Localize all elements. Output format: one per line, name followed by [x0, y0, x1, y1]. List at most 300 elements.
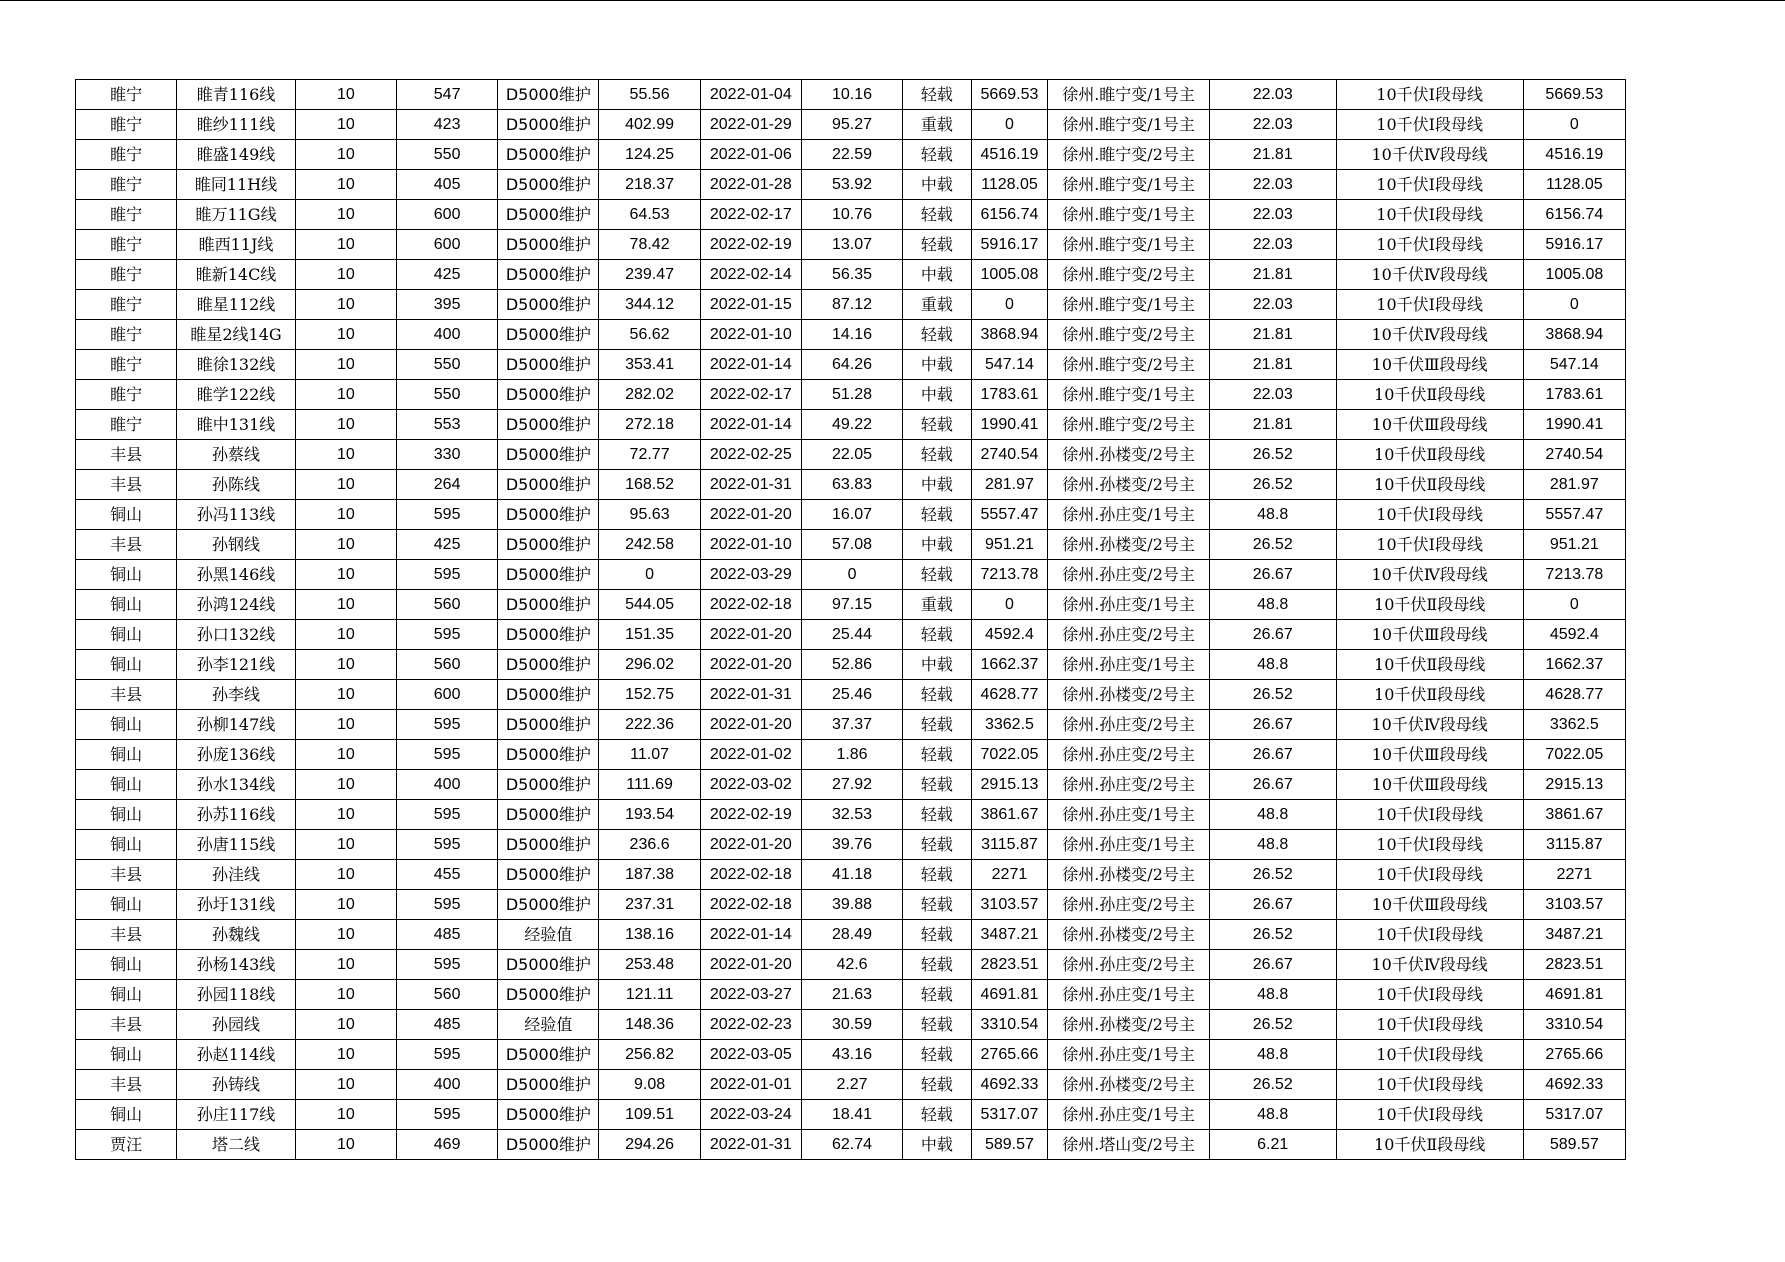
load-rate-cell: 14.16 — [801, 320, 902, 350]
voltage-cell: 10 — [295, 1070, 396, 1100]
load-rate-cell: 57.08 — [801, 530, 902, 560]
transformer-value-cell: 21.81 — [1209, 320, 1336, 350]
substation-transformer-cell: 徐州.睢宁变/1号主 — [1048, 230, 1210, 260]
available-capacity-cell: 589.57 — [971, 1130, 1048, 1160]
table-row — [76, 500, 1626, 530]
load-rate-cell: 2.27 — [801, 1070, 902, 1100]
data-source-cell: D5000维护 — [498, 740, 599, 770]
date-cell: 2022-03-02 — [700, 770, 801, 800]
rated-capacity-cell: 560 — [397, 980, 498, 1010]
load-value-cell: 168.52 — [599, 470, 700, 500]
county-cell: 丰县 — [76, 1070, 177, 1100]
load-rate-cell: 10.76 — [801, 200, 902, 230]
date-cell: 2022-01-10 — [700, 320, 801, 350]
table-row — [76, 620, 1626, 650]
load-value-cell: 544.05 — [599, 590, 700, 620]
rated-capacity-cell: 547 — [397, 80, 498, 110]
table-row — [76, 1070, 1626, 1100]
load-value-cell: 121.11 — [599, 980, 700, 1010]
load-rate-cell: 27.92 — [801, 770, 902, 800]
table-row — [76, 80, 1626, 110]
load-status-cell: 轻载 — [903, 770, 972, 800]
load-rate-cell: 28.49 — [801, 920, 902, 950]
rated-capacity-cell: 264 — [397, 470, 498, 500]
available-capacity-cell-2: 0 — [1523, 590, 1625, 620]
load-status-cell: 轻载 — [903, 230, 972, 260]
voltage-cell: 10 — [295, 560, 396, 590]
date-cell: 2022-02-18 — [700, 590, 801, 620]
data-source-cell: D5000维护 — [498, 320, 599, 350]
table-row — [76, 1040, 1626, 1070]
busbar-cell: 10千伏Ⅲ段母线 — [1336, 740, 1523, 770]
load-value-cell: 64.53 — [599, 200, 700, 230]
date-cell: 2022-01-14 — [700, 410, 801, 440]
available-capacity-cell: 3362.5 — [971, 710, 1048, 740]
feeder-name-cell: 睢学122线 — [177, 380, 296, 410]
voltage-cell: 10 — [295, 1100, 396, 1130]
county-cell: 铜山 — [76, 1100, 177, 1130]
transformer-value-cell: 21.81 — [1209, 410, 1336, 440]
county-cell: 铜山 — [76, 950, 177, 980]
load-value-cell: 256.82 — [599, 1040, 700, 1070]
available-capacity-cell: 7022.05 — [971, 740, 1048, 770]
load-status-cell: 轻载 — [903, 200, 972, 230]
substation-transformer-cell: 徐州.睢宁变/1号主 — [1048, 290, 1210, 320]
available-capacity-cell-2: 0 — [1523, 290, 1625, 320]
county-cell: 铜山 — [76, 560, 177, 590]
load-status-cell: 轻载 — [903, 920, 972, 950]
county-cell: 铜山 — [76, 710, 177, 740]
date-cell: 2022-01-31 — [700, 470, 801, 500]
data-source-cell: D5000维护 — [498, 380, 599, 410]
county-cell: 铜山 — [76, 1040, 177, 1070]
available-capacity-cell-2: 5317.07 — [1523, 1100, 1625, 1130]
feeder-name-cell: 孙赵114线 — [177, 1040, 296, 1070]
county-cell: 睢宁 — [76, 140, 177, 170]
rated-capacity-cell: 400 — [397, 1070, 498, 1100]
county-cell: 睢宁 — [76, 260, 177, 290]
available-capacity-cell: 3487.21 — [971, 920, 1048, 950]
page-top-rule — [0, 0, 1785, 1]
busbar-cell: 10千伏Ⅰ段母线 — [1336, 920, 1523, 950]
data-source-cell: D5000维护 — [498, 950, 599, 980]
load-rate-cell: 63.83 — [801, 470, 902, 500]
busbar-cell: 10千伏Ⅰ段母线 — [1336, 290, 1523, 320]
feeder-name-cell: 孙苏116线 — [177, 800, 296, 830]
available-capacity-cell: 2915.13 — [971, 770, 1048, 800]
busbar-cell: 10千伏Ⅰ段母线 — [1336, 800, 1523, 830]
transformer-value-cell: 26.67 — [1209, 560, 1336, 590]
table-row — [76, 1130, 1626, 1160]
load-rate-cell: 97.15 — [801, 590, 902, 620]
load-rate-cell: 39.76 — [801, 830, 902, 860]
data-source-cell: D5000维护 — [498, 620, 599, 650]
available-capacity-cell: 2823.51 — [971, 950, 1048, 980]
load-rate-cell: 25.44 — [801, 620, 902, 650]
substation-transformer-cell: 徐州.孙庄变/1号主 — [1048, 830, 1210, 860]
date-cell: 2022-02-19 — [700, 800, 801, 830]
voltage-cell: 10 — [295, 110, 396, 140]
substation-transformer-cell: 徐州.睢宁变/1号主 — [1048, 380, 1210, 410]
available-capacity-cell-2: 2915.13 — [1523, 770, 1625, 800]
busbar-cell: 10千伏Ⅳ段母线 — [1336, 320, 1523, 350]
available-capacity-cell-2: 281.97 — [1523, 470, 1625, 500]
table-row — [76, 890, 1626, 920]
load-value-cell: 138.16 — [599, 920, 700, 950]
county-cell: 睢宁 — [76, 110, 177, 140]
available-capacity-cell-2: 589.57 — [1523, 1130, 1625, 1160]
county-cell: 丰县 — [76, 440, 177, 470]
substation-transformer-cell: 徐州.孙楼变/2号主 — [1048, 1070, 1210, 1100]
load-rate-cell: 52.86 — [801, 650, 902, 680]
transformer-value-cell: 26.67 — [1209, 770, 1336, 800]
table-row — [76, 590, 1626, 620]
available-capacity-cell-2: 3115.87 — [1523, 830, 1625, 860]
voltage-cell: 10 — [295, 1040, 396, 1070]
load-status-cell: 轻载 — [903, 1010, 972, 1040]
table-row — [76, 170, 1626, 200]
substation-transformer-cell: 徐州.孙庄变/2号主 — [1048, 710, 1210, 740]
available-capacity-cell: 1990.41 — [971, 410, 1048, 440]
table-row — [76, 950, 1626, 980]
busbar-cell: 10千伏Ⅱ段母线 — [1336, 590, 1523, 620]
busbar-cell: 10千伏Ⅲ段母线 — [1336, 350, 1523, 380]
rated-capacity-cell: 485 — [397, 920, 498, 950]
voltage-cell: 10 — [295, 140, 396, 170]
load-value-cell: 11.07 — [599, 740, 700, 770]
feeder-name-cell: 睢青116线 — [177, 80, 296, 110]
available-capacity-cell: 4628.77 — [971, 680, 1048, 710]
substation-transformer-cell: 徐州.孙庄变/1号主 — [1048, 650, 1210, 680]
available-capacity-cell-2: 6156.74 — [1523, 200, 1625, 230]
voltage-cell: 10 — [295, 440, 396, 470]
load-rate-cell: 16.07 — [801, 500, 902, 530]
available-capacity-cell-2: 4691.81 — [1523, 980, 1625, 1010]
load-value-cell: 218.37 — [599, 170, 700, 200]
available-capacity-cell: 1783.61 — [971, 380, 1048, 410]
voltage-cell: 10 — [295, 380, 396, 410]
substation-transformer-cell: 徐州.孙庄变/1号主 — [1048, 800, 1210, 830]
available-capacity-cell: 3868.94 — [971, 320, 1048, 350]
transformer-value-cell: 22.03 — [1209, 80, 1336, 110]
data-source-cell: D5000维护 — [498, 860, 599, 890]
table-row — [76, 410, 1626, 440]
feeder-name-cell: 孙庞136线 — [177, 740, 296, 770]
available-capacity-cell: 5916.17 — [971, 230, 1048, 260]
rated-capacity-cell: 595 — [397, 500, 498, 530]
transformer-value-cell: 48.8 — [1209, 500, 1336, 530]
busbar-cell: 10千伏Ⅰ段母线 — [1336, 980, 1523, 1010]
load-value-cell: 222.36 — [599, 710, 700, 740]
transformer-value-cell: 21.81 — [1209, 350, 1336, 380]
available-capacity-cell-2: 547.14 — [1523, 350, 1625, 380]
load-status-cell: 轻载 — [903, 800, 972, 830]
feeder-name-cell: 孙李121线 — [177, 650, 296, 680]
busbar-cell: 10千伏Ⅰ段母线 — [1336, 1040, 1523, 1070]
transformer-value-cell: 48.8 — [1209, 800, 1336, 830]
available-capacity-cell: 1005.08 — [971, 260, 1048, 290]
table-row — [76, 740, 1626, 770]
available-capacity-cell-2: 3310.54 — [1523, 1010, 1625, 1040]
table-row — [76, 320, 1626, 350]
date-cell: 2022-01-20 — [700, 650, 801, 680]
feeder-name-cell: 塔二线 — [177, 1130, 296, 1160]
table-row — [76, 140, 1626, 170]
busbar-cell: 10千伏Ⅱ段母线 — [1336, 440, 1523, 470]
date-cell: 2022-02-23 — [700, 1010, 801, 1040]
load-rate-cell: 53.92 — [801, 170, 902, 200]
load-status-cell: 轻载 — [903, 710, 972, 740]
substation-transformer-cell: 徐州.塔山变/2号主 — [1048, 1130, 1210, 1160]
date-cell: 2022-01-14 — [700, 920, 801, 950]
data-source-cell: D5000维护 — [498, 260, 599, 290]
available-capacity-cell: 3310.54 — [971, 1010, 1048, 1040]
available-capacity-cell-2: 1990.41 — [1523, 410, 1625, 440]
rated-capacity-cell: 550 — [397, 140, 498, 170]
rated-capacity-cell: 595 — [397, 710, 498, 740]
data-source-cell: D5000维护 — [498, 1130, 599, 1160]
feeder-name-cell: 孙洼线 — [177, 860, 296, 890]
load-status-cell: 轻载 — [903, 1100, 972, 1130]
substation-transformer-cell: 徐州.睢宁变/2号主 — [1048, 320, 1210, 350]
available-capacity-cell: 2765.66 — [971, 1040, 1048, 1070]
date-cell: 2022-01-20 — [700, 830, 801, 860]
voltage-cell: 10 — [295, 230, 396, 260]
voltage-cell: 10 — [295, 170, 396, 200]
load-rate-cell: 25.46 — [801, 680, 902, 710]
rated-capacity-cell: 550 — [397, 380, 498, 410]
county-cell: 丰县 — [76, 530, 177, 560]
feeder-name-cell: 孙园线 — [177, 1010, 296, 1040]
available-capacity-cell: 6156.74 — [971, 200, 1048, 230]
date-cell: 2022-02-14 — [700, 260, 801, 290]
load-status-cell: 轻载 — [903, 500, 972, 530]
load-rate-cell: 51.28 — [801, 380, 902, 410]
substation-transformer-cell: 徐州.孙庄变/2号主 — [1048, 620, 1210, 650]
county-cell: 睢宁 — [76, 200, 177, 230]
county-cell: 丰县 — [76, 680, 177, 710]
load-status-cell: 中载 — [903, 470, 972, 500]
transformer-value-cell: 48.8 — [1209, 590, 1336, 620]
load-rate-cell: 22.59 — [801, 140, 902, 170]
substation-transformer-cell: 徐州.孙楼变/2号主 — [1048, 1010, 1210, 1040]
load-value-cell: 55.56 — [599, 80, 700, 110]
voltage-cell: 10 — [295, 530, 396, 560]
feeder-name-cell: 睢中131线 — [177, 410, 296, 440]
county-cell: 睢宁 — [76, 350, 177, 380]
available-capacity-cell-2: 2740.54 — [1523, 440, 1625, 470]
substation-transformer-cell: 徐州.孙庄变/1号主 — [1048, 980, 1210, 1010]
feeder-name-cell: 睢纱111线 — [177, 110, 296, 140]
table-row — [76, 830, 1626, 860]
busbar-cell: 10千伏Ⅳ段母线 — [1336, 710, 1523, 740]
table-row — [76, 800, 1626, 830]
table-row — [76, 1100, 1626, 1130]
county-cell: 铜山 — [76, 620, 177, 650]
busbar-cell: 10千伏Ⅰ段母线 — [1336, 80, 1523, 110]
available-capacity-cell-2: 3103.57 — [1523, 890, 1625, 920]
date-cell: 2022-01-14 — [700, 350, 801, 380]
transformer-value-cell: 6.21 — [1209, 1130, 1336, 1160]
transformer-value-cell: 26.52 — [1209, 1070, 1336, 1100]
voltage-cell: 10 — [295, 950, 396, 980]
transformer-value-cell: 26.52 — [1209, 1010, 1336, 1040]
busbar-cell: 10千伏Ⅰ段母线 — [1336, 1070, 1523, 1100]
busbar-cell: 10千伏Ⅱ段母线 — [1336, 680, 1523, 710]
voltage-cell: 10 — [295, 650, 396, 680]
busbar-cell: 10千伏Ⅳ段母线 — [1336, 140, 1523, 170]
data-source-cell: D5000维护 — [498, 200, 599, 230]
substation-transformer-cell: 徐州.孙庄变/1号主 — [1048, 590, 1210, 620]
available-capacity-cell: 3115.87 — [971, 830, 1048, 860]
substation-transformer-cell: 徐州.睢宁变/2号主 — [1048, 140, 1210, 170]
rated-capacity-cell: 595 — [397, 740, 498, 770]
rated-capacity-cell: 600 — [397, 680, 498, 710]
substation-transformer-cell: 徐州.孙楼变/2号主 — [1048, 680, 1210, 710]
busbar-cell: 10千伏Ⅱ段母线 — [1336, 1130, 1523, 1160]
available-capacity-cell-2: 4692.33 — [1523, 1070, 1625, 1100]
county-cell: 铜山 — [76, 980, 177, 1010]
date-cell: 2022-01-20 — [700, 620, 801, 650]
feeder-name-cell: 孙水134线 — [177, 770, 296, 800]
data-source-cell: D5000维护 — [498, 440, 599, 470]
feeder-name-cell: 孙圩131线 — [177, 890, 296, 920]
feeder-name-cell: 睢西11J线 — [177, 230, 296, 260]
available-capacity-cell-2: 3362.5 — [1523, 710, 1625, 740]
date-cell: 2022-02-17 — [700, 200, 801, 230]
available-capacity-cell-2: 5916.17 — [1523, 230, 1625, 260]
data-source-cell: D5000维护 — [498, 80, 599, 110]
feeder-load-table — [75, 79, 1626, 1160]
rated-capacity-cell: 455 — [397, 860, 498, 890]
rated-capacity-cell: 553 — [397, 410, 498, 440]
rated-capacity-cell: 423 — [397, 110, 498, 140]
feeder-name-cell: 孙鸿124线 — [177, 590, 296, 620]
voltage-cell: 10 — [295, 350, 396, 380]
date-cell: 2022-01-31 — [700, 1130, 801, 1160]
busbar-cell: 10千伏Ⅰ段母线 — [1336, 1100, 1523, 1130]
available-capacity-cell: 5669.53 — [971, 80, 1048, 110]
available-capacity-cell-2: 2765.66 — [1523, 1040, 1625, 1070]
busbar-cell: 10千伏Ⅳ段母线 — [1336, 560, 1523, 590]
load-value-cell: 282.02 — [599, 380, 700, 410]
date-cell: 2022-02-19 — [700, 230, 801, 260]
transformer-value-cell: 26.67 — [1209, 950, 1336, 980]
rated-capacity-cell: 400 — [397, 320, 498, 350]
available-capacity-cell: 2740.54 — [971, 440, 1048, 470]
load-value-cell: 111.69 — [599, 770, 700, 800]
available-capacity-cell-2: 3868.94 — [1523, 320, 1625, 350]
substation-transformer-cell: 徐州.睢宁变/1号主 — [1048, 200, 1210, 230]
county-cell: 铜山 — [76, 890, 177, 920]
voltage-cell: 10 — [295, 470, 396, 500]
voltage-cell: 10 — [295, 770, 396, 800]
table-row — [76, 470, 1626, 500]
rated-capacity-cell: 595 — [397, 560, 498, 590]
load-status-cell: 轻载 — [903, 890, 972, 920]
transformer-value-cell: 26.52 — [1209, 530, 1336, 560]
busbar-cell: 10千伏Ⅰ段母线 — [1336, 530, 1523, 560]
load-status-cell: 中载 — [903, 650, 972, 680]
busbar-cell: 10千伏Ⅰ段母线 — [1336, 110, 1523, 140]
date-cell: 2022-01-28 — [700, 170, 801, 200]
table-row — [76, 110, 1626, 140]
rated-capacity-cell: 560 — [397, 590, 498, 620]
county-cell: 丰县 — [76, 860, 177, 890]
data-source-cell: D5000维护 — [498, 110, 599, 140]
available-capacity-cell: 4691.81 — [971, 980, 1048, 1010]
available-capacity-cell-2: 7022.05 — [1523, 740, 1625, 770]
available-capacity-cell: 0 — [971, 290, 1048, 320]
substation-transformer-cell: 徐州.孙庄变/1号主 — [1048, 1040, 1210, 1070]
available-capacity-cell-2: 3487.21 — [1523, 920, 1625, 950]
feeder-name-cell: 孙钢线 — [177, 530, 296, 560]
table-row — [76, 650, 1626, 680]
rated-capacity-cell: 595 — [397, 1100, 498, 1130]
date-cell: 2022-03-05 — [700, 1040, 801, 1070]
feeder-name-cell: 孙杨143线 — [177, 950, 296, 980]
feeder-name-cell: 孙园118线 — [177, 980, 296, 1010]
available-capacity-cell: 951.21 — [971, 530, 1048, 560]
date-cell: 2022-01-01 — [700, 1070, 801, 1100]
transformer-value-cell: 22.03 — [1209, 200, 1336, 230]
date-cell: 2022-03-29 — [700, 560, 801, 590]
transformer-value-cell: 26.67 — [1209, 710, 1336, 740]
voltage-cell: 10 — [295, 740, 396, 770]
available-capacity-cell-2: 4628.77 — [1523, 680, 1625, 710]
date-cell: 2022-02-18 — [700, 860, 801, 890]
voltage-cell: 10 — [295, 830, 396, 860]
busbar-cell: 10千伏Ⅱ段母线 — [1336, 650, 1523, 680]
voltage-cell: 10 — [295, 860, 396, 890]
rated-capacity-cell: 330 — [397, 440, 498, 470]
rated-capacity-cell: 405 — [397, 170, 498, 200]
load-value-cell: 78.42 — [599, 230, 700, 260]
feeder-name-cell: 孙陈线 — [177, 470, 296, 500]
table-row — [76, 230, 1626, 260]
load-value-cell: 253.48 — [599, 950, 700, 980]
available-capacity-cell: 5317.07 — [971, 1100, 1048, 1130]
rated-capacity-cell: 560 — [397, 650, 498, 680]
load-value-cell: 151.35 — [599, 620, 700, 650]
table-row — [76, 1010, 1626, 1040]
data-source-cell: D5000维护 — [498, 830, 599, 860]
data-source-cell: D5000维护 — [498, 680, 599, 710]
voltage-cell: 10 — [295, 890, 396, 920]
data-source-cell: D5000维护 — [498, 350, 599, 380]
feeder-name-cell: 睢星112线 — [177, 290, 296, 320]
table-row — [76, 440, 1626, 470]
rated-capacity-cell: 595 — [397, 620, 498, 650]
available-capacity-cell: 4592.4 — [971, 620, 1048, 650]
rated-capacity-cell: 600 — [397, 200, 498, 230]
date-cell: 2022-02-25 — [700, 440, 801, 470]
load-rate-cell: 64.26 — [801, 350, 902, 380]
date-cell: 2022-01-29 — [700, 110, 801, 140]
feeder-name-cell: 睢星2线14G — [177, 320, 296, 350]
load-value-cell: 95.63 — [599, 500, 700, 530]
load-status-cell: 轻载 — [903, 620, 972, 650]
date-cell: 2022-01-20 — [700, 950, 801, 980]
substation-transformer-cell: 徐州.孙楼变/2号主 — [1048, 470, 1210, 500]
load-value-cell: 236.6 — [599, 830, 700, 860]
load-value-cell: 193.54 — [599, 800, 700, 830]
available-capacity-cell-2: 5669.53 — [1523, 80, 1625, 110]
county-cell: 铜山 — [76, 500, 177, 530]
data-source-cell: D5000维护 — [498, 560, 599, 590]
substation-transformer-cell: 徐州.孙庄变/2号主 — [1048, 950, 1210, 980]
available-capacity-cell: 1662.37 — [971, 650, 1048, 680]
